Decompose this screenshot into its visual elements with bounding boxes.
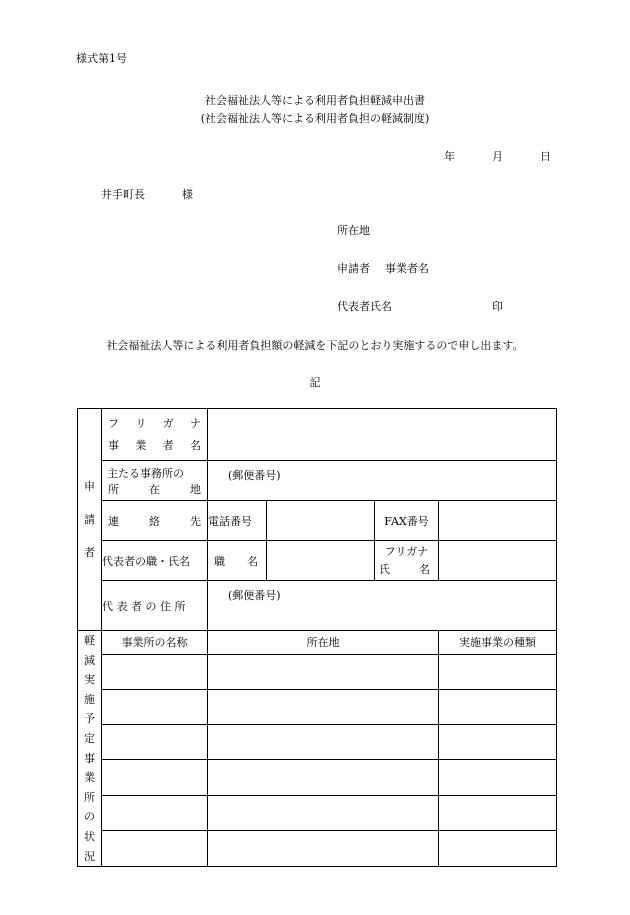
- date-day: 日: [540, 150, 551, 163]
- facility-side-label: 軽 減 実 施 予 定 事 業 所 の 状 況: [78, 631, 102, 867]
- column-header-facility-name: 事業所の名称: [102, 631, 208, 655]
- addressee-honorific: 様: [182, 188, 193, 201]
- facility-name-cell[interactable]: [102, 725, 208, 760]
- table-row: [78, 831, 557, 867]
- business-name-header: [102, 409, 208, 461]
- position-field[interactable]: [267, 541, 375, 581]
- location-label: 所在地: [337, 224, 370, 237]
- business-name-field[interactable]: [208, 409, 557, 461]
- phone-field[interactable]: [267, 501, 375, 541]
- facility-service-cell[interactable]: [439, 831, 557, 867]
- facility-name-cell[interactable]: [102, 654, 208, 689]
- rep-title-name-label: 代表者の職・氏名: [102, 541, 208, 581]
- fax-label: FAX番号: [375, 501, 439, 541]
- table-row: [78, 796, 557, 831]
- ki-heading: 記: [309, 376, 321, 389]
- facility-location-cell[interactable]: [208, 689, 439, 725]
- position-label: 職 名: [208, 541, 267, 581]
- rep-name-field[interactable]: [439, 541, 557, 581]
- business-name-label: 事業者名: [385, 262, 429, 275]
- postal-code-label: (郵便番号): [228, 469, 281, 482]
- applicant-label: 申請者: [337, 262, 370, 275]
- business-name-label-cell: 事 業 者 名: [108, 438, 201, 452]
- facility-name-cell[interactable]: [102, 760, 208, 796]
- rep-name-label: フリガナ 氏 名: [375, 541, 439, 581]
- facility-location-cell[interactable]: [208, 760, 439, 796]
- statement: 社会福祉法人等による利用者負担額の軽減を下記のとおり実施するので申し出ます。: [106, 339, 524, 352]
- main-office-field[interactable]: [208, 461, 557, 501]
- column-header-location: 所在地: [208, 631, 439, 655]
- table-row: [78, 689, 557, 725]
- representative-label: 代表者氏名: [337, 300, 392, 313]
- facility-name-cell[interactable]: [102, 831, 208, 867]
- phone-label: 電話番号: [208, 501, 267, 541]
- fax-field[interactable]: [439, 501, 557, 541]
- table-row: [78, 760, 557, 796]
- rep-address-field[interactable]: [208, 581, 557, 631]
- form-subtitle: (社会福祉法人等による利用者負担の軽減制度): [200, 112, 430, 125]
- contact-label: 連 絡 先: [102, 501, 208, 541]
- date-month: 月: [492, 150, 503, 163]
- facility-service-cell[interactable]: [439, 689, 557, 725]
- application-table: [77, 408, 557, 867]
- rep-postal-code-label: (郵便番号): [228, 589, 281, 602]
- main-office-label: 主たる事務所の 所 在 地: [102, 461, 208, 501]
- facility-location-cell[interactable]: [208, 725, 439, 760]
- facility-location-cell[interactable]: [208, 654, 439, 689]
- facility-service-cell[interactable]: [439, 654, 557, 689]
- date-year: 年: [444, 150, 455, 163]
- facility-name-cell[interactable]: [102, 796, 208, 831]
- form-title: 社会福祉法人等による利用者負担軽減申出書: [205, 94, 425, 107]
- furigana-label: フ リ ガ ナ: [108, 416, 201, 430]
- applicant-side-label: 申 請 者: [78, 409, 102, 631]
- table-row: [78, 654, 557, 689]
- addressee-name: 井手町長: [101, 188, 145, 201]
- facility-location-cell[interactable]: [208, 796, 439, 831]
- form-number: 様式第1号: [76, 52, 127, 65]
- rep-address-label: 代 表 者 の 住 所: [102, 581, 208, 631]
- facility-location-cell[interactable]: [208, 831, 439, 867]
- facility-service-cell[interactable]: [439, 725, 557, 760]
- seal-mark: 印: [492, 300, 503, 313]
- facility-name-cell[interactable]: [102, 689, 208, 725]
- table-row: [78, 725, 557, 760]
- facility-service-cell[interactable]: [439, 760, 557, 796]
- column-header-service-type: 実施事業の種類: [439, 631, 557, 655]
- facility-service-cell[interactable]: [439, 796, 557, 831]
